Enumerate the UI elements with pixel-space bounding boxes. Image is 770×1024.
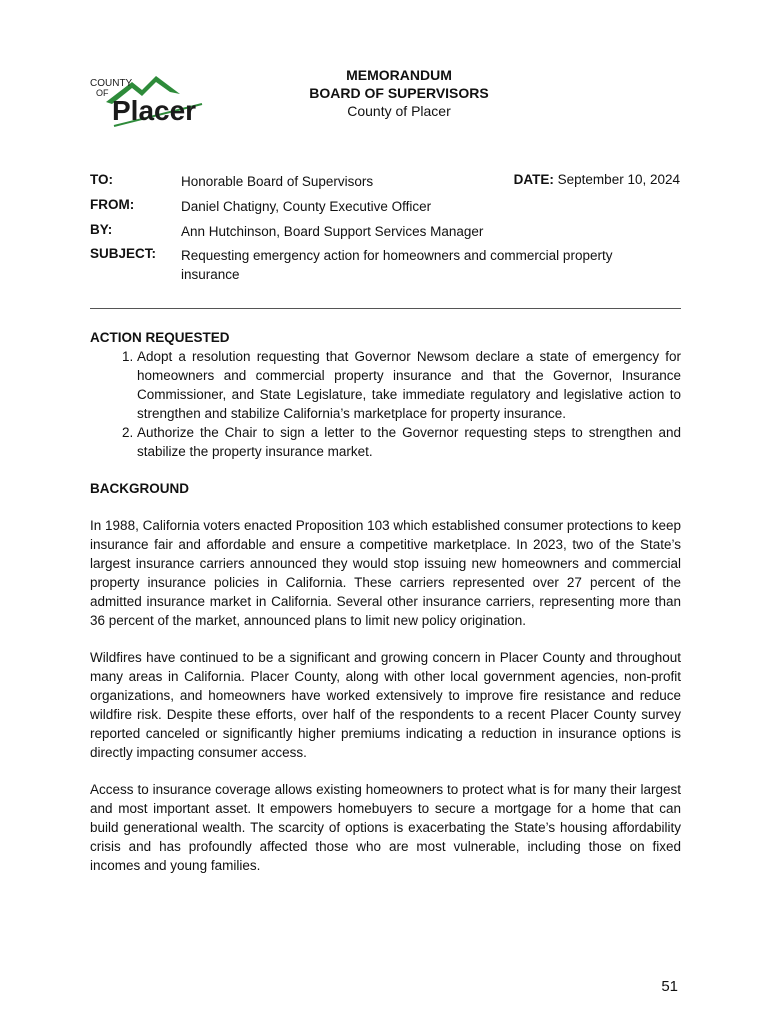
to-value: Honorable Board of Supervisors: [181, 174, 374, 189]
from-row: [90, 197, 680, 217]
to-row: [90, 172, 680, 192]
memo-title: MEMORANDUM: [346, 67, 452, 83]
date-value: September 10, 2024: [557, 172, 680, 187]
action-list: [90, 347, 681, 461]
from-label: FROM:: [90, 197, 135, 212]
by-value: Ann Hutchinson, Board Support Services Manager: [181, 224, 484, 239]
date-label: DATE:: [513, 172, 554, 187]
from-value: Daniel Chatigny, County Executive Officer: [181, 199, 432, 214]
memo-body: [90, 328, 681, 875]
header-divider: [90, 308, 681, 309]
background-heading: BACKGROUND: [90, 481, 189, 496]
background-paragraph-2: Wildfires have continued to be a significant and growing concern in Placer County and throughout many areas in California. Placer County, along with other local government agencies, non-profit organizations, and homeowners have worked extensively to improve fire resistance and reduce wildfire risk. Despite these efforts, over half of the respondents to a recent Placer County survey reported canceled or significantly higher premiums indicating a reduction in insurance options is directly impacting consumer access.: [90, 650, 681, 760]
background-paragraph-3: Access to insurance coverage allows existing homeowners to protect what is for many their largest and most important asset. It empowers homebuyers to secure a mortgage for a home that can build generational wealth. The scarcity of options is exacerbating the State’s housing affordability crisis and has profoundly affected those who are most vulnerable, including those on fixed incomes and young families.: [90, 782, 681, 873]
logo-placer-text: Placer: [112, 95, 197, 126]
by-row: [90, 222, 680, 242]
date-field: [514, 172, 680, 187]
logo-of-text: OF: [96, 88, 109, 98]
action-item-2: 2. Authorize the Chair to sign a letter to the Governor requesting steps to strengthen and stabilize the property insurance market.: [137, 423, 681, 461]
board-title: BOARD OF SUPERVISORS: [309, 85, 489, 101]
page-number: 51: [661, 978, 678, 995]
by-label: BY:: [90, 222, 113, 237]
memo-header: [0, 66, 770, 120]
background-paragraph-1: In 1988, California voters enacted Proposition 103 which established consumer protections to keep insurance fair and affordable and ensure a competitive marketplace. In 2023, two of the State’s largest insurance carriers announced they would stop issuing new homeowners and commercial property insurance policies in California. These carriers represented over 27 percent of the admitted insurance market in California. Several other insurance carriers, representing more than 36 percent of the market, announced plans to limit new policy origination.: [90, 518, 681, 628]
subject-row: [90, 246, 680, 286]
county-name: County of Placer: [347, 103, 451, 119]
subject-label: SUBJECT:: [90, 246, 157, 261]
action-item-1: 1. Adopt a resolution requesting that Governor Newsom declare a state of emergency for homeowners and commercial property insurance and that the Governor, Insurance Commissioner, and State Legislature, take immediate regulatory and legislative action to strengthen and stabilize California’s marketplace for property insurance.: [137, 347, 681, 423]
to-label: TO:: [90, 172, 113, 187]
subject-value: Requesting emergency action for homeowners and commercial property insurance: [181, 248, 613, 282]
logo-county-text: COUNTY: [90, 78, 133, 89]
action-requested-heading: ACTION REQUESTED: [90, 330, 230, 345]
